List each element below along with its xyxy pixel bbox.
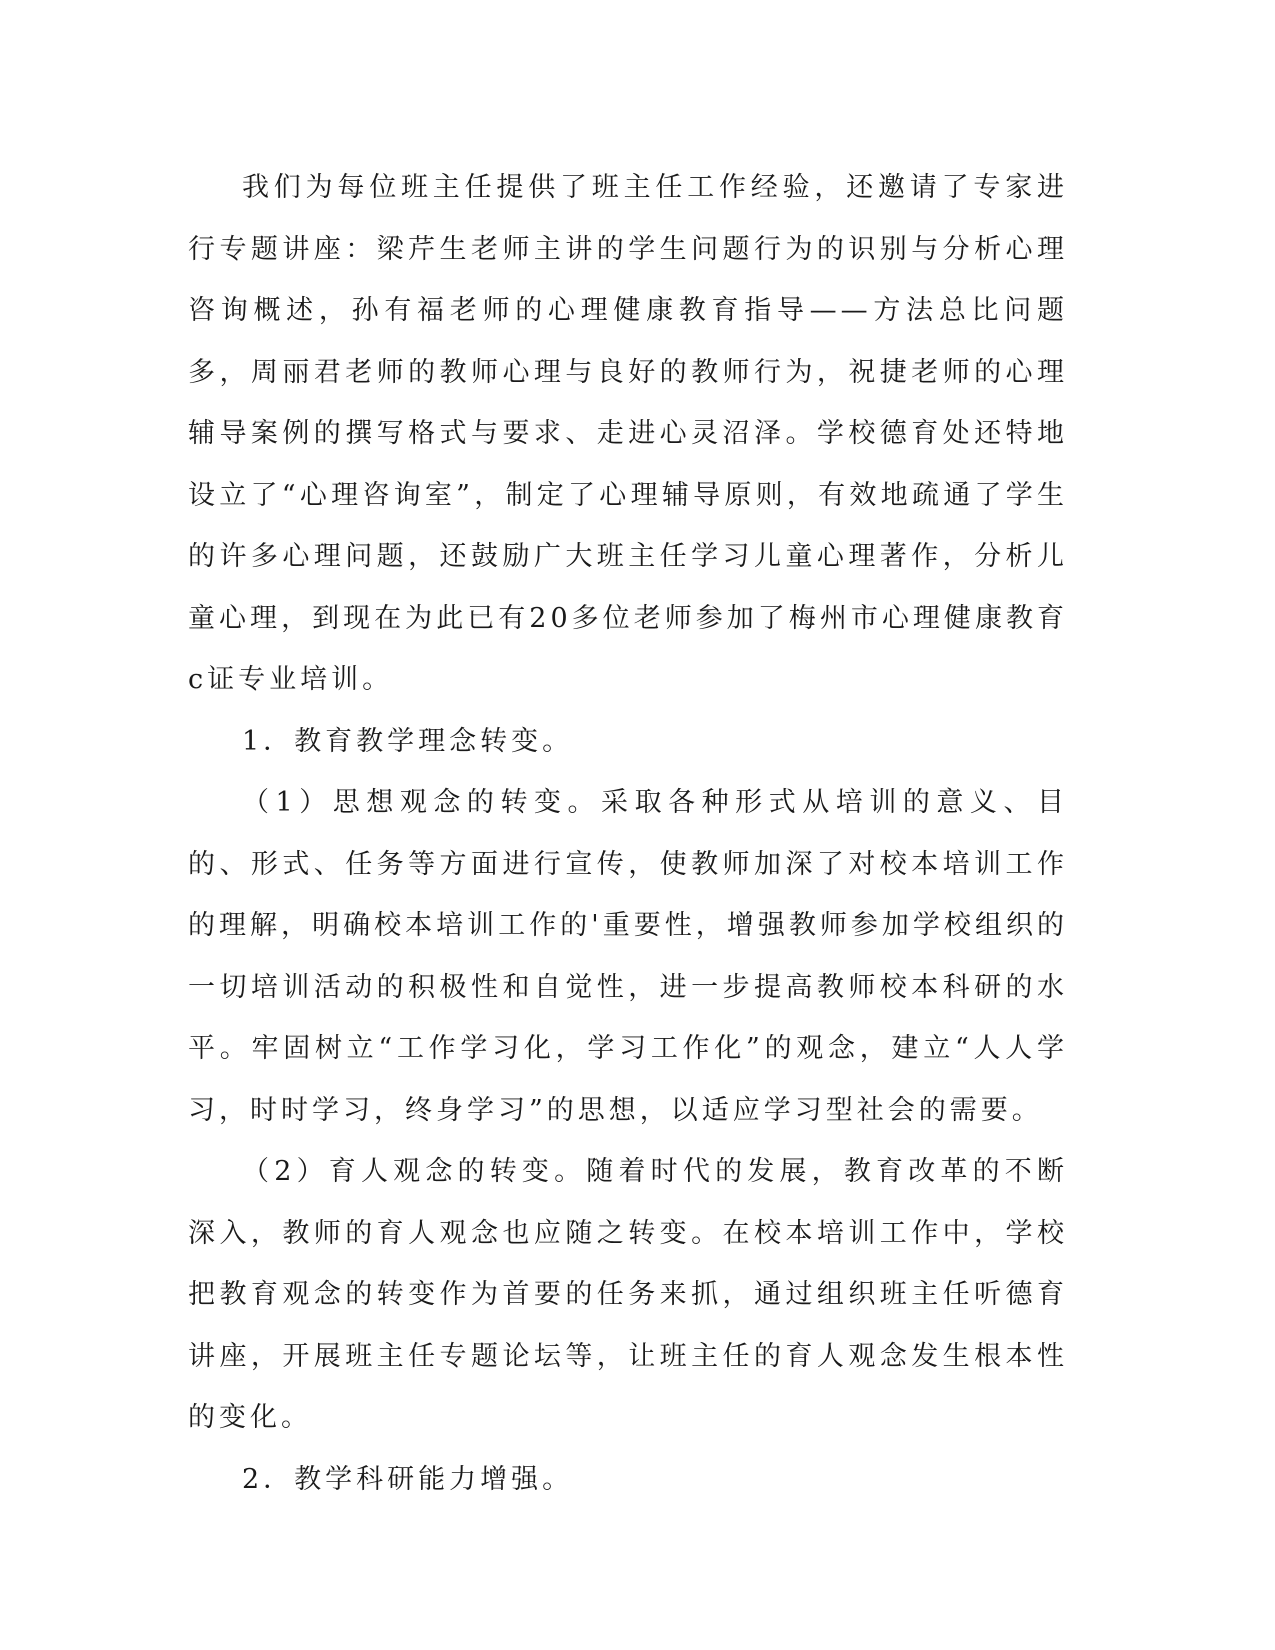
heading-concept-change: 1．教育教学理念转变。: [242, 725, 574, 757]
heading-research-ability: 2．教学科研能力增强。: [242, 1463, 574, 1495]
paragraph-thinking-change: （1）思想观念的转变。采取各种形式从培训的意义、目的、形式、任务等方面进行宣传，使教师加深了对校本培训工作的理解，明确校本培训工作的'重要性，增强教师参加学校组织的一切培训活动的积极性和自觉性，进一步提高教师校本科研的水平。牢固树立“工作学习化，学习工作化”的观念，建立“人人学习，时时学习，终身学习”的思想，以适应学习型社会的需要。: [188, 787, 1068, 1126]
paragraph-teacher-training: 我们为每位班主任提供了班主任工作经验，还邀请了专家进行专题讲座：梁芹生老师主讲的学生问题行为的识别与分析心理咨询概述，孙有福老师的心理健康教育指导——方法总比问题多，周丽君老师的教师心理与良好的教师行为，祝捷老师的心理辅导案例的撰写格式与要求、走进心灵沼泽。学校德育处还特地设立了“心理咨询室”，制定了心理辅导原则，有效地疏通了学生的许多心理问题，还鼓励广大班主任学习儿童心理著作，分析儿童心理，到现在为此已有20多位老师参加了梅州市心理健康教育c证专业培训。: [188, 172, 1068, 695]
paragraph-education-change: （2）育人观念的转变。随着时代的发展，教育改革的不断深入，教师的育人观念也应随之转变。在校本培训工作中，学校把教育观念的转变作为首要的任务来抓，通过组织班主任听德育讲座，开展班主任专题论坛等，让班主任的育人观念发生根本性的变化。: [188, 1156, 1068, 1433]
document-body: [188, 157, 1068, 1510]
